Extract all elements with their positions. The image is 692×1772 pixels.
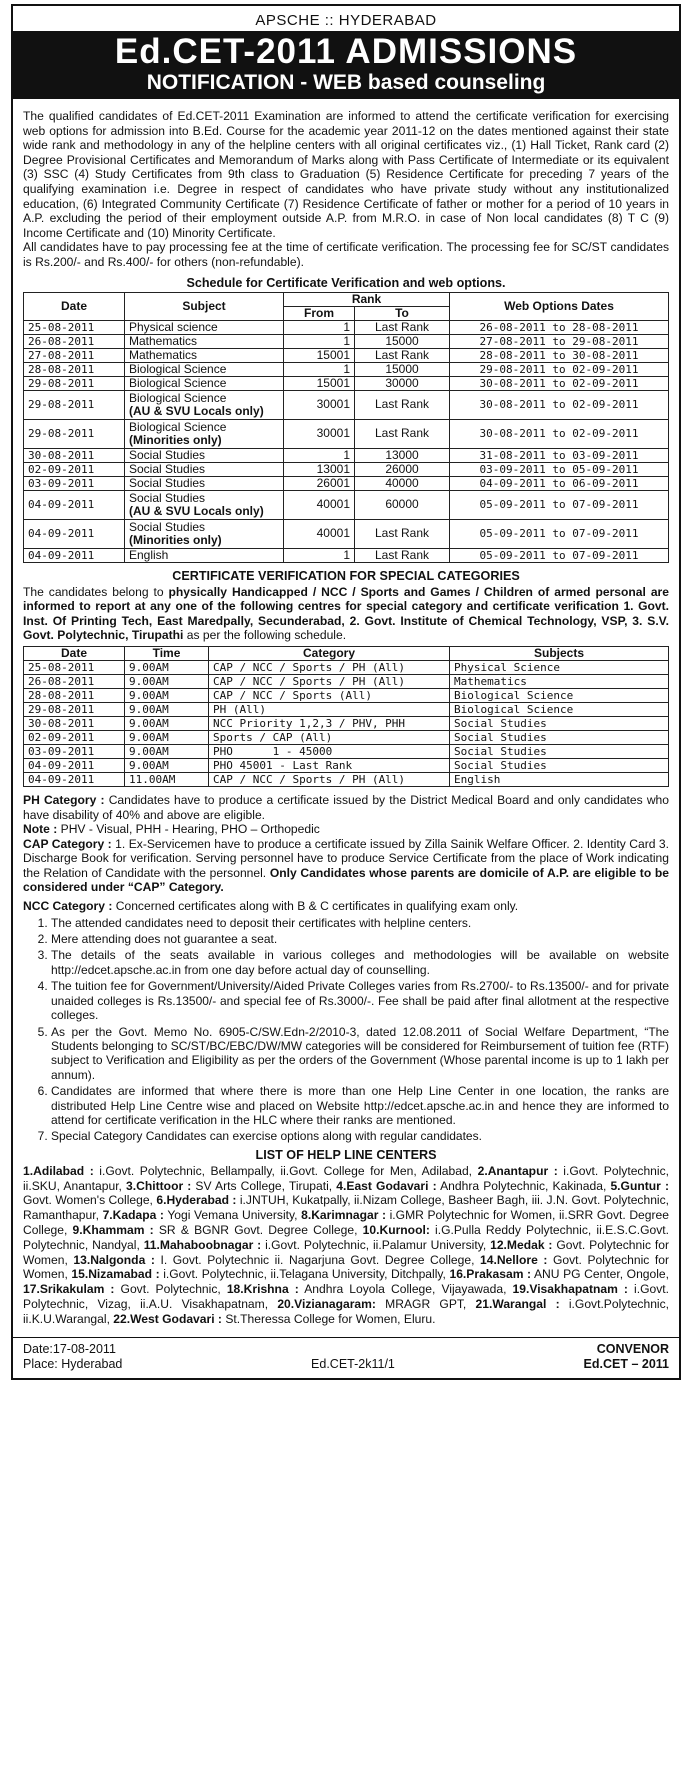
- col-rank: Rank: [284, 292, 450, 306]
- rank-to: 40000: [355, 476, 450, 490]
- special-date: 28-08-2011: [24, 688, 125, 702]
- web-options-dates: 30-08-2011 to 02-09-2011: [450, 376, 669, 390]
- sp-col-time: Time: [125, 646, 209, 660]
- schedule-row: [24, 348, 669, 362]
- rank-to: Last Rank: [355, 419, 450, 448]
- special-date: 04-09-2011: [24, 758, 125, 772]
- center-number: 21.: [475, 1296, 493, 1311]
- center-number: 10.: [362, 1222, 380, 1237]
- special-category: CAP / NCC / Sports (All): [209, 688, 450, 702]
- subject-name: Social Studies: [129, 461, 206, 476]
- subject-name: Social Studies: [129, 447, 206, 462]
- special-row: [24, 716, 669, 730]
- center-institutions: Govt. Polytechnic for Women,: [23, 1252, 669, 1282]
- rank-to: Last Rank: [355, 348, 450, 362]
- schedule-date: 29-08-2011: [24, 376, 125, 390]
- rank-from: 13001: [284, 462, 355, 476]
- center-number: 9.: [72, 1222, 83, 1237]
- notice-place: Place: Hyderabad: [23, 1356, 123, 1371]
- special-subject: English: [450, 772, 669, 786]
- special-category: CAP / NCC / Sports / PH (All): [209, 660, 450, 674]
- special-time: 9.00AM: [125, 758, 209, 772]
- center-institutions: Andhra Loyola College, Vijayawada,: [298, 1282, 513, 1297]
- center-district: Vizianagaram:: [294, 1296, 376, 1311]
- special-category: CAP / NCC / Sports / PH (All): [209, 772, 450, 786]
- notification-page: [11, 4, 681, 1380]
- center-institutions: Yogi Vemana University,: [163, 1208, 302, 1223]
- rank-from: 1: [284, 362, 355, 376]
- rank-to: 60000: [355, 490, 450, 519]
- center-district: Medak :: [506, 1237, 553, 1252]
- center-number: 20.: [277, 1296, 295, 1311]
- center-number: 4.: [336, 1178, 347, 1193]
- schedule-row: [24, 419, 669, 448]
- center-district: West Godavari :: [130, 1311, 222, 1326]
- signatory-title: CONVENOR: [596, 1341, 669, 1356]
- subject-name: Biological Science: [129, 419, 227, 434]
- schedule-date: 02-09-2011: [24, 462, 125, 476]
- footer-left: [23, 1342, 122, 1372]
- rank-to: 26000: [355, 462, 450, 476]
- center-institutions: Govt. Polytechnic,: [114, 1282, 227, 1297]
- rank-to: Last Rank: [355, 519, 450, 548]
- schedule-row: [24, 476, 669, 490]
- special-row: [24, 660, 669, 674]
- special-subject: Mathematics: [450, 674, 669, 688]
- col-rank-from: From: [284, 306, 355, 320]
- helpline-heading: LIST OF HELP LINE CENTERS: [255, 1147, 437, 1162]
- special-subject: Social Studies: [450, 758, 669, 772]
- center-number: 18.: [226, 1282, 244, 1297]
- schedule-date: 04-09-2011: [24, 490, 125, 519]
- special-centres: physically Handicapped / NCC / Sports and Games / Children of armed personal are informed to report at any one of the following centres for special category and certificate verification 1. Govt. Inst. Of Printing Tech, East Maredpally, Secunderabad, 2. Govt. Institute of Chemical Technology, VSP, 3. S.V. Govt. Polytechnic, Tirupathi: [23, 584, 669, 643]
- ph-text: Candidates have to produce a certificate issued by the District Medical Board and only candidates who have disability of 40% and above are eligible.: [23, 792, 670, 822]
- schedule-subject: [125, 476, 284, 490]
- special-category: Sports / CAP (All): [209, 730, 450, 744]
- col-rank-to: To: [355, 306, 450, 320]
- ncc-text: Concerned certificates along with B & C certificates in qualifying exam only.: [112, 899, 519, 914]
- center-district: Krishna :: [243, 1282, 299, 1297]
- center-institutions: i.Govt. Polytechnic, Bellampally, ii.Govt. College for Men, Adilabad,: [93, 1163, 478, 1178]
- note-text: PHV - Visual, PHH - Hearing, PHO – Orthopedic: [57, 822, 320, 837]
- special-heading: CERTIFICATE VERIFICATION FOR SPECIAL CATEGORIES: [172, 568, 520, 583]
- special-time: 9.00AM: [125, 730, 209, 744]
- schedule-date: 29-08-2011: [24, 419, 125, 448]
- special-row: [24, 772, 669, 786]
- footer: [13, 1337, 679, 1378]
- schedule-subject: [125, 519, 284, 548]
- schedule-subject: [125, 320, 284, 334]
- rank-from: 1: [284, 334, 355, 348]
- instruction-item: 3. The details of the seats available in various colleges and methodologies will be available on website http://edcet.apsche.ac.in from one day before actual day of counselling.: [51, 948, 669, 977]
- center-district: Kadapa :: [112, 1208, 164, 1223]
- center-district: Hyderabad :: [166, 1193, 237, 1208]
- schedule-subject: [125, 490, 284, 519]
- helpline-list: [23, 1164, 669, 1327]
- special-row: [24, 674, 669, 688]
- schedule-subject: [125, 548, 284, 562]
- schedule-subject: [125, 390, 284, 419]
- special-time: 9.00AM: [125, 660, 209, 674]
- center-institutions: i.Govt. Polytechnic, ii.Palamur University,: [261, 1237, 491, 1252]
- center-institutions: I. Govt. Polytechnic ii. Nagarjuna Govt. Degree College,: [154, 1252, 480, 1267]
- schedule-row: [24, 519, 669, 548]
- subject-qualifier: (AU & SVU Locals only): [129, 503, 264, 518]
- special-time: 9.00AM: [125, 688, 209, 702]
- instruction-list: [23, 916, 669, 1144]
- center-institutions: i.Govt. Polytechnic, ii.Telagana University, Ditchpally,: [159, 1267, 450, 1282]
- special-date: 26-08-2011: [24, 674, 125, 688]
- web-options-dates: 28-08-2011 to 30-08-2011: [450, 348, 669, 362]
- schedule-date: 29-08-2011: [24, 390, 125, 419]
- center-district: Mahaboobnagar :: [159, 1237, 262, 1252]
- schedule-row: [24, 362, 669, 376]
- center-number: 13.: [73, 1252, 91, 1267]
- rank-from: 30001: [284, 390, 355, 419]
- schedule-row: [24, 376, 669, 390]
- rank-to: 13000: [355, 448, 450, 462]
- schedule-row: [24, 548, 669, 562]
- schedule-heading: Schedule for Certificate Verification and web options.: [186, 275, 506, 290]
- special-category: PHO 45001 - Last Rank: [209, 758, 450, 772]
- schedule-row: [24, 448, 669, 462]
- rank-to: 30000: [355, 376, 450, 390]
- schedule-date: 30-08-2011: [24, 448, 125, 462]
- signatory-org: Ed.CET – 2011: [583, 1356, 669, 1371]
- rank-from: 1: [284, 320, 355, 334]
- special-row: [24, 688, 669, 702]
- subject-qualifier: (Minorities only): [129, 432, 222, 447]
- special-table: [23, 646, 669, 787]
- subject-name: Mathematics: [129, 347, 198, 362]
- special-subject: Social Studies: [450, 716, 669, 730]
- intro-paragraph: The qualified candidates of Ed.CET-2011 Examination are informed to attend the certificate verification for exercising web options for admission into B.Ed. Course for the academic year 2011-12 on the dates mentioned against their state wide rank and methodology in any of the helpline centers with all original certificates viz., (1) Hall Ticket, Rank card (2) Degree Provisional Certificates and Memorandum of Marks along with Pass Certificate of Intermediate or its equivalent (3) SSC (4) Study Certificates from 9th class to Graduation (5) Residence Certificate for preceding 7 years of the qualifying examination i.e. Degree in respect of candidates who have private study without any institutionalized education, (6) Integrated Community Certificate (7) Residence Certificate of father or mother for a period of 10 years in A.P. excluding the period of their employment outside A.P. from M.R.O. in case of Non local candidates (8) T C (9) Income Certificate and (10) Minority Certificate.: [23, 109, 669, 240]
- center-district: Khammam :: [82, 1222, 154, 1237]
- subject-name: English: [129, 547, 169, 562]
- subject-name: Mathematics: [129, 333, 198, 348]
- center-institutions: i.Govt. Polytechnic, ii.SKU, Anantapur,: [23, 1163, 670, 1193]
- schedule-row: [24, 390, 669, 419]
- special-category: NCC Priority 1,2,3 / PHV, PHH: [209, 716, 450, 730]
- disability-note: [23, 822, 669, 837]
- subject-name: Biological Science: [129, 390, 227, 405]
- special-subject: Biological Science: [450, 702, 669, 716]
- special-date: 04-09-2011: [24, 772, 125, 786]
- web-options-dates: 05-09-2011 to 07-09-2011: [450, 519, 669, 548]
- schedule-table: [23, 292, 669, 563]
- web-options-dates: 03-09-2011 to 05-09-2011: [450, 462, 669, 476]
- subject-qualifier: (Minorities only): [129, 532, 222, 547]
- rank-from: 26001: [284, 476, 355, 490]
- center-institutions: i.GMR Polytechnic for Women, ii.SRR Govt. Degree College,: [23, 1208, 669, 1237]
- center-district: Anantapur :: [487, 1163, 558, 1178]
- center-institutions: i.Govt. Polytechnic, Vizag, ii.A.U. Visakhapatnam,: [23, 1282, 669, 1311]
- ncc-note: [23, 899, 669, 914]
- col-date: Date: [24, 292, 125, 320]
- rank-to: Last Rank: [355, 548, 450, 562]
- special-date: 03-09-2011: [24, 744, 125, 758]
- rank-to: 15000: [355, 334, 450, 348]
- special-text-end: as per the following schedule.: [183, 628, 347, 643]
- special-date: 02-09-2011: [24, 730, 125, 744]
- center-institutions: SR & BGNR Govt. Degree College,: [153, 1222, 363, 1237]
- schedule-row: [24, 334, 669, 348]
- center-number: 6.: [156, 1193, 167, 1208]
- rank-to: Last Rank: [355, 320, 450, 334]
- special-text: The candidates belong to: [23, 584, 169, 599]
- rank-from: 30001: [284, 419, 355, 448]
- special-time: 11.00AM: [125, 772, 209, 786]
- note-label: Note :: [23, 822, 58, 837]
- web-options-dates: 29-08-2011 to 02-09-2011: [450, 362, 669, 376]
- center-number: 19.: [512, 1282, 530, 1297]
- center-number: 2.: [477, 1163, 488, 1178]
- center-institutions: Govt. Polytechnic for Women,: [23, 1237, 669, 1267]
- cap-label: CAP Category :: [23, 836, 112, 851]
- center-district: Visakhapatnam :: [529, 1282, 628, 1297]
- ph-label: PH Category :: [23, 792, 105, 807]
- schedule-date: 04-09-2011: [24, 548, 125, 562]
- center-institutions: ANU PG Center, Ongole,: [531, 1267, 670, 1282]
- center-number: 22.: [113, 1311, 131, 1326]
- subject-name: Social Studies: [129, 475, 206, 490]
- signature-block: [584, 1342, 669, 1372]
- center-number: 5.: [610, 1178, 621, 1193]
- col-subject: Subject: [125, 292, 284, 320]
- special-date: 30-08-2011: [24, 716, 125, 730]
- center-number: 17.: [23, 1282, 40, 1297]
- schedule-row: [24, 320, 669, 334]
- schedule-date: 04-09-2011: [24, 519, 125, 548]
- rank-from: 15001: [284, 348, 355, 362]
- center-number: 11.: [143, 1237, 160, 1252]
- center-institutions: Govt. Women's College,: [23, 1193, 157, 1208]
- special-time: 9.00AM: [125, 702, 209, 716]
- rank-to: Last Rank: [355, 390, 450, 419]
- instruction-item: 5. As per the Govt. Memo No. 6905-C/SW.Edn-2/2010-3, dated 12.08.2011 of Social Welfare Department, “The Students belonging to SC/ST/BC/EBC/DW/MW categories will be considered for Reimbursement of tuition fee (RTF) subject to Verification and Eligibility as per the orders of the Government (Whose parental income is up to 1 lakh per annum).: [51, 1025, 669, 1083]
- web-options-dates: 30-08-2011 to 02-09-2011: [450, 390, 669, 419]
- web-options-dates: 30-08-2011 to 02-09-2011: [450, 419, 669, 448]
- fee-paragraph: All candidates have to pay processing fee at the time of certificate verification. The processing fee for SC/ST candidates is Rs.200/- and Rs.400/- for others (non-refundable).: [23, 240, 669, 269]
- center-number: 15.: [71, 1267, 89, 1282]
- schedule-date: 27-08-2011: [24, 348, 125, 362]
- helpline-paragraph: [23, 1164, 669, 1327]
- schedule-subject: [125, 448, 284, 462]
- ph-note: [23, 793, 669, 822]
- special-time: 9.00AM: [125, 744, 209, 758]
- center-number: 16.: [449, 1267, 467, 1282]
- ncc-label: NCC Category :: [23, 899, 113, 914]
- special-row: [24, 758, 669, 772]
- special-category: PH (All): [209, 702, 450, 716]
- center-district: Chittoor :: [136, 1178, 192, 1193]
- special-date: 25-08-2011: [24, 660, 125, 674]
- center-institutions: St.Theressa College for Women, Eluru.: [221, 1311, 436, 1326]
- sp-col-date: Date: [24, 646, 125, 660]
- center-number: 7.: [102, 1208, 113, 1223]
- center-institutions: i.Govt.Polytechnic, ii.K.U.Warangal,: [23, 1296, 670, 1326]
- schedule-subject: [125, 362, 284, 376]
- center-number: 3.: [126, 1178, 137, 1193]
- notice-reference: Ed.CET-2k11/1: [311, 1356, 395, 1371]
- instruction-item: 7. Special Category Candidates can exercise options along with regular candidates.: [51, 1129, 669, 1143]
- rank-to: 15000: [355, 362, 450, 376]
- cap-text: 1. Ex-Servicemen have to produce a certificate issued by Zilla Sainik Welfare Officer. 2. Identity Card 3. Discharge Book for verification. Serving personnel have to produce Service Certificate from the place of Work indicating the Relation of Candidate with the personnel.: [23, 836, 669, 880]
- notice-date: Date:17-08-2011: [23, 1341, 116, 1356]
- center-district: Prakasam :: [466, 1267, 532, 1282]
- sp-col-category: Category: [209, 646, 450, 660]
- center-institutions: i.JNTUH, Kukatpally, ii.Nizam College, Basheer Bagh, iii. J.N. Govt. Polytechnic, Ramanthapur,: [23, 1193, 670, 1223]
- special-subject: Social Studies: [450, 730, 669, 744]
- special-time: 9.00AM: [125, 716, 209, 730]
- special-subject: Physical Science: [450, 660, 669, 674]
- instruction-item: 1. The attended candidates need to deposit their certificates with helpline centers.: [51, 916, 669, 930]
- special-paragraph: [23, 585, 669, 643]
- sp-col-subjects: Subjects: [450, 646, 669, 660]
- subject-name: Biological Science: [129, 361, 227, 376]
- schedule-row: [24, 490, 669, 519]
- org-header: APSCHE :: HYDERABAD: [255, 12, 437, 29]
- center-district: East Godavari :: [346, 1178, 437, 1193]
- cap-note: [23, 837, 669, 895]
- title-banner: [13, 31, 679, 99]
- center-institutions: i.G.Pulla Reddy Polytechnic, ii.E.S.C.Govt. Polytechnic, Nandyal,: [23, 1222, 670, 1252]
- center-district: Warangal :: [492, 1296, 560, 1311]
- schedule-subject: [125, 348, 284, 362]
- instruction-item: 6. Candidates are informed that where there is more than one Help Line Center in one location, the ranks are distributed Help Line Centre wise and placed on Website http://edcet.apsche.ac.in and hence they are informed to attend for certificate verification in the HLC where their ranks are mentioned.: [51, 1084, 669, 1127]
- schedule-subject: [125, 376, 284, 390]
- rank-from: 15001: [284, 376, 355, 390]
- schedule-date: 26-08-2011: [24, 334, 125, 348]
- schedule-date: 03-09-2011: [24, 476, 125, 490]
- web-options-dates: 05-09-2011 to 07-09-2011: [450, 490, 669, 519]
- schedule-date: 28-08-2011: [24, 362, 125, 376]
- schedule-subject: [125, 462, 284, 476]
- special-category: PHO 1 - 45000: [209, 744, 450, 758]
- web-options-dates: 04-09-2011 to 06-09-2011: [450, 476, 669, 490]
- instruction-item: 4. The tuition fee for Government/University/Aided Private Colleges varies from Rs.2700/- to Rs.13500/- and for private unaided colleges is Rs.13500/- and special fee of Rs.3000/-. Fee shall be paid after final allotment at the respective colleges.: [51, 979, 669, 1022]
- center-district: Adilabad :: [33, 1163, 94, 1178]
- page-subtitle: NOTIFICATION - WEB based counseling: [146, 71, 546, 94]
- schedule-row: [24, 462, 669, 476]
- cap-eligibility: Only Candidates whose parents are domicile of A.P. are eligible to be considered under “CAP” Category.: [23, 865, 669, 895]
- col-web-options: Web Options Dates: [450, 292, 669, 320]
- web-options-dates: 05-09-2011 to 07-09-2011: [450, 548, 669, 562]
- center-number: 12.: [490, 1237, 507, 1252]
- center-institutions: MRAGR GPT,: [375, 1296, 476, 1311]
- schedule-subject: [125, 334, 284, 348]
- instruction-item: 2. Mere attending does not guarantee a seat.: [51, 932, 669, 946]
- special-date: 29-08-2011: [24, 702, 125, 716]
- center-district: Guntur :: [620, 1178, 669, 1193]
- special-row: [24, 744, 669, 758]
- center-institutions: Andhra Polytechnic, Kakinada,: [436, 1178, 611, 1193]
- subject-name: Social Studies: [129, 490, 206, 505]
- web-options-dates: 31-08-2011 to 03-09-2011: [450, 448, 669, 462]
- schedule-date: 25-08-2011: [24, 320, 125, 334]
- rank-from: 1: [284, 548, 355, 562]
- center-number: 1.: [23, 1163, 34, 1178]
- center-number: 14.: [480, 1252, 497, 1267]
- center-district: Nizamabad :: [88, 1267, 160, 1282]
- web-options-dates: 27-08-2011 to 29-08-2011: [450, 334, 669, 348]
- center-district: Karimnagar :: [311, 1208, 387, 1223]
- special-row: [24, 702, 669, 716]
- subject-qualifier: (AU & SVU Locals only): [129, 403, 264, 418]
- subject-name: Biological Science: [129, 375, 227, 390]
- center-institutions: SV Arts College, Tirupati,: [191, 1178, 337, 1193]
- special-subject: Social Studies: [450, 744, 669, 758]
- rank-from: 40001: [284, 490, 355, 519]
- center-district: Kurnool:: [379, 1222, 430, 1237]
- schedule-subject: [125, 419, 284, 448]
- special-row: [24, 730, 669, 744]
- rank-from: 1: [284, 448, 355, 462]
- web-options-dates: 26-08-2011 to 28-08-2011: [450, 320, 669, 334]
- center-number: 8.: [301, 1208, 312, 1223]
- page-title: Ed.CET-2011 ADMISSIONS: [114, 32, 578, 71]
- center-district: Srikakulam :: [39, 1282, 115, 1297]
- center-district: Nellore :: [496, 1252, 548, 1267]
- rank-from: 40001: [284, 519, 355, 548]
- special-subject: Biological Science: [450, 688, 669, 702]
- special-time: 9.00AM: [125, 674, 209, 688]
- subject-name: Social Studies: [129, 519, 206, 534]
- center-district: Nalgonda :: [90, 1252, 155, 1267]
- subject-name: Physical science: [129, 319, 218, 334]
- special-category: CAP / NCC / Sports / PH (All): [209, 674, 450, 688]
